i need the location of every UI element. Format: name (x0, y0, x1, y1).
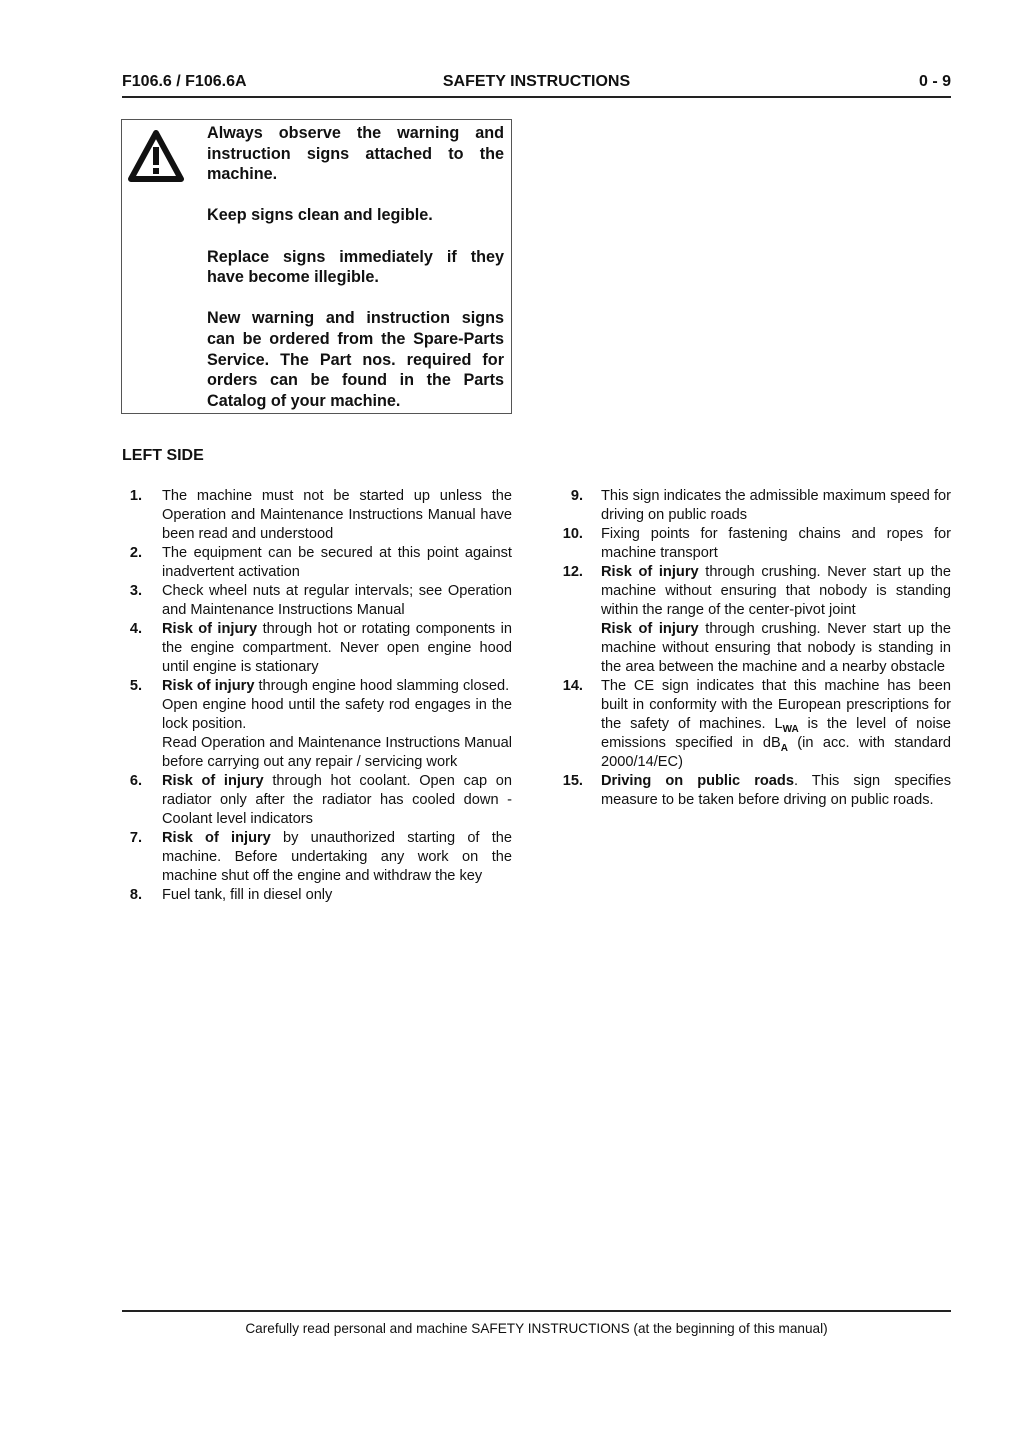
item-warning-label: Driving on public roads (601, 773, 794, 789)
item-number: 10. (562, 526, 583, 542)
item-warning-label: Risk of injury (601, 564, 699, 580)
footer-divider (122, 1310, 951, 1312)
item-text: . This sign specifies measure to be taken before driving on public roads. (601, 773, 951, 808)
list-item (122, 886, 512, 905)
model-number: F106.6 / F106.6A (122, 73, 247, 90)
item-warning-label: Risk of injury (162, 773, 264, 789)
list-item (561, 677, 951, 772)
item-text: Fixing points for fastening chains and ropes for machine transport (601, 526, 951, 561)
page-title: SAFETY INSTRUCTIONS (442, 73, 631, 90)
page-header (122, 70, 951, 98)
item-number: 8. (129, 887, 142, 903)
list-item (561, 525, 951, 563)
item-text: through crushing. Never start up the machine without ensuring that nobody is standing within the range of the center-pivot joint (601, 564, 951, 618)
list-item (122, 582, 512, 620)
warning-paragraph: Replace signs immediately if they have become illegible. (207, 247, 504, 287)
item-warning-label: Risk of injury (162, 621, 258, 637)
item-text: The CE sign indicates that this machine has been built in conformity with the European prescriptions for the safety of machines. L (601, 678, 951, 732)
item-warning-label: Risk of injury (162, 678, 255, 694)
warning-paragraph: New warning and instruction signs can be ordered from the Spare-Parts Service. The Part nos. required for orders can be found in the Parts Catalog of your machine. (207, 309, 504, 410)
item-text: This sign indicates the admissible maximum speed for driving on public roads (601, 488, 951, 523)
item-text: The machine must not be started up unless the Operation and Maintenance Instructions Manual have been read and understood (162, 488, 512, 542)
list-item (122, 620, 512, 677)
item-number: 14. (562, 678, 583, 694)
warning-paragraph: Keep signs clean and legible. (207, 206, 433, 225)
item-number: 7. (129, 830, 142, 846)
item-warning-label: Risk of injury (162, 830, 271, 846)
warning-box (121, 119, 512, 414)
item-number: 3. (129, 583, 142, 599)
item-text: through hot or rotating components in the engine compartment. Never open engine hood until engine is stationary (162, 621, 512, 675)
item-number: 1. (129, 488, 142, 504)
section-title: LEFT SIDE (122, 447, 204, 464)
item-number: 15. (562, 773, 583, 789)
item-text: Fuel tank, fill in diesel only (162, 887, 333, 903)
item-text: The equipment can be secured at this point against inadvertent activation (162, 545, 512, 580)
list-item (561, 563, 951, 677)
item-number: 4. (129, 621, 142, 637)
list-item (122, 544, 512, 582)
item-number: 6. (129, 773, 142, 789)
noise-level-subscript: WA (782, 724, 799, 735)
item-text: is the level of noise emissions specified in dB (601, 716, 951, 751)
list-item (561, 487, 951, 525)
item-warning-label: Risk of injury (601, 621, 699, 637)
list-item (122, 829, 512, 886)
page-number: 0 - 9 (918, 73, 951, 90)
warning-text (207, 123, 504, 411)
warning-paragraph: Always observe the warning and instruction signs attached to the machine. (207, 124, 504, 184)
item-text: through engine hood slamming closed. (254, 678, 510, 694)
item-number: 5. (129, 678, 142, 694)
item-number: 2. (129, 545, 142, 561)
item-text: by unauthorized starting of the machine. Before undertaking any work on the machine shut off the engine and withdraw the key (162, 830, 512, 884)
list-item (122, 487, 512, 544)
right-column-list (561, 487, 951, 810)
item-text: through hot coolant. Open cap on radiator only after the radiator has cooled down - Coolant level indicators (162, 773, 512, 827)
page-footer: Carefully read personal and machine SAFETY INSTRUCTIONS (at the beginning of this manual) (245, 1321, 828, 1336)
list-item (561, 772, 951, 810)
warning-triangle-icon (128, 130, 184, 182)
left-column-list (122, 487, 512, 905)
list-item (122, 772, 512, 829)
item-number: 9. (570, 488, 583, 504)
list-item (122, 677, 512, 772)
item-text: Open engine hood until the safety rod engages in the lock position. (162, 697, 512, 732)
item-text: Read Operation and Maintenance Instructions Manual before carrying out any repair / servicing work (162, 735, 512, 770)
item-number: 12. (562, 564, 583, 580)
item-text: Check wheel nuts at regular intervals; see Operation and Maintenance Instructions Manual (162, 583, 512, 618)
item-text: through crushing. Never start up the machine without ensuring that nobody is standing in the area between the machine and a nearby obstacle (601, 621, 951, 675)
decibel-subscript: A (780, 743, 788, 754)
item-text: (in acc. with standard 2000/14/EC) (601, 735, 952, 770)
